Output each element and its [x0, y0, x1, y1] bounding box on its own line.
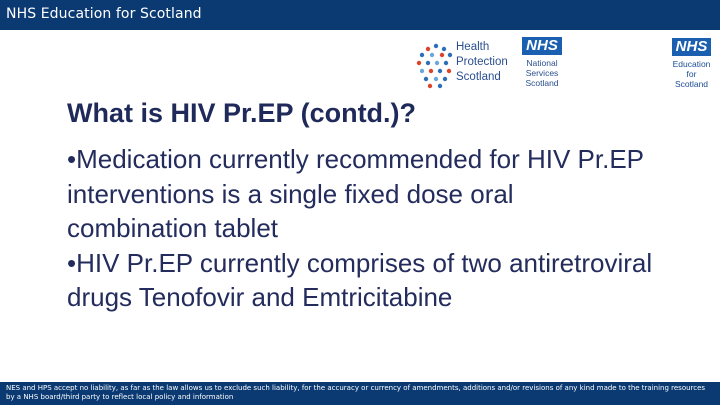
footer-bar [0, 382, 720, 405]
nes-line-3: Scotland [674, 79, 709, 89]
header-org-name: NHS Education for Scotland [6, 6, 202, 22]
nss-logo [512, 37, 572, 93]
nss-logo-text [512, 58, 572, 88]
footer-disclaimer: NES and HPS accept no liability, as far as the law allows us to exclude such liability, for the accuracy or currency of amendments, additions and/or revisions of any kind made to the training resources by a NHS board/third party to reflect local policy and information [6, 384, 706, 401]
bullet-item-medication: •Medication currently recommended for HIV Pr.EP interventions is a single fixed dose oral combination tablet [67, 144, 644, 244]
slide-title: What is HIV Pr.EP (contd.)? [67, 98, 417, 128]
bullet-list [67, 142, 657, 315]
hps-logo [416, 38, 508, 94]
hps-line-2: Protection [456, 56, 508, 68]
nss-line-1: National [526, 58, 558, 68]
hps-logo-text [456, 40, 508, 85]
hps-line-1: Health [456, 41, 490, 53]
nes-line-1: Education [672, 59, 711, 69]
nss-line-2: Services [525, 68, 559, 78]
nss-nhs-badge: NHS [522, 37, 562, 55]
nss-line-3: Scotland [525, 78, 559, 88]
header-bar [0, 0, 720, 30]
hps-dots-icon [416, 42, 456, 90]
nes-logo [663, 30, 720, 102]
bullet-item-drugs: •HIV Pr.EP currently comprises of two antiretroviral drugs Tenofovir and Emtricitabine [67, 247, 653, 313]
nes-logo-text [663, 59, 720, 89]
hps-line-3: Scotland [456, 71, 501, 83]
nes-nhs-badge: NHS [672, 38, 712, 56]
nes-line-2: for [686, 69, 697, 79]
